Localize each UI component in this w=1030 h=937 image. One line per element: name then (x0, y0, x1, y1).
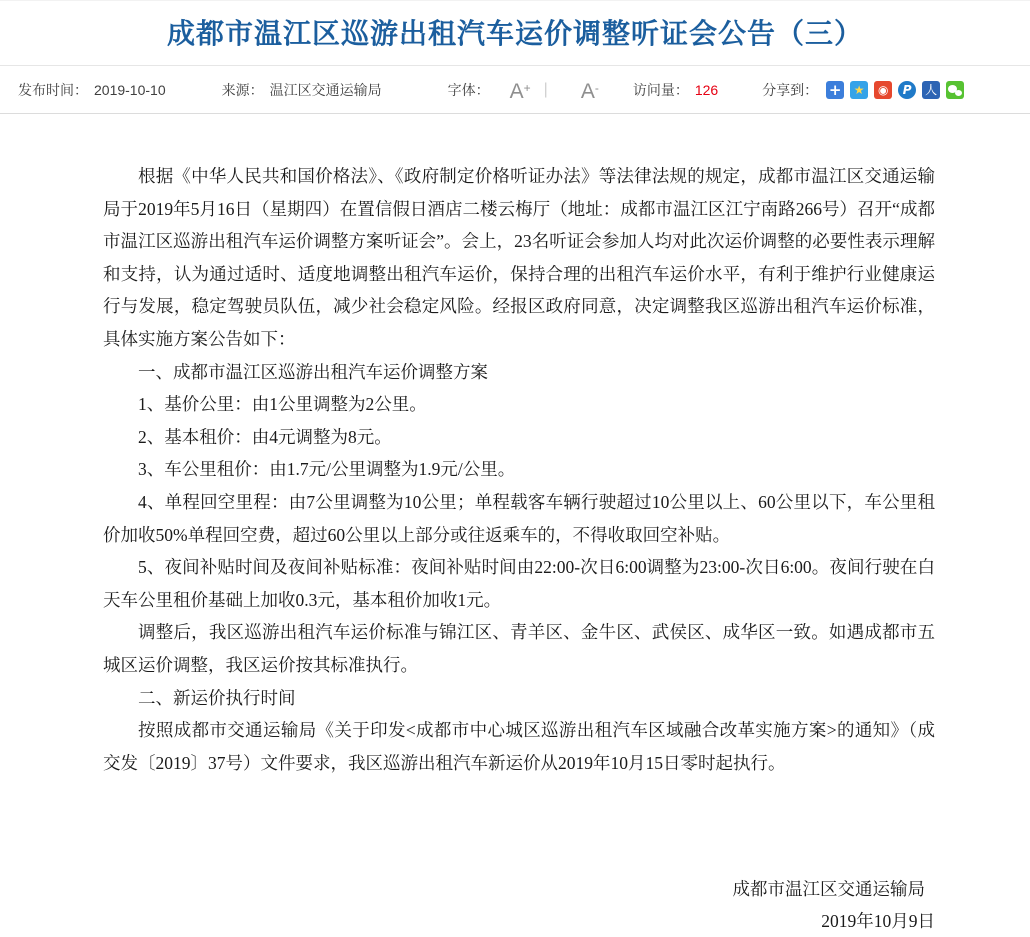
qzone-icon[interactable]: ★ (850, 81, 868, 99)
page-title: 成都市温江区巡游出租汽车运价调整听证会公告（三） (166, 18, 863, 49)
weibo-icon[interactable]: ◉ (874, 81, 892, 99)
article-paragraph: 5、夜间补贴时间及夜间补贴标准：夜间补贴时间由22:00-次日6:00调整为23:00-次日6:00。夜间行驶在白天车公里租价基础上加收0.3元，基本租价加收1元。 (103, 557, 935, 610)
article-paragraph: 根据《中华人民共和国价格法》、《政府制定价格听证办法》等法律法规的规定，成都市温江区交通运输局于2019年5月16日（星期四）在置信假日酒店二楼云梅厅（地址：成都市温江区江宁南路266号）召开“成都市温江区巡游出租汽车运价调整方案听证会”。会上，23名听证会参加人均对此次运价调整的必要性表示理解和支持，认为通过适时、适度地调整出租汽车运价，保持合理的出租汽车运价水平，有利于维护行业健康运行与发展，稳定驾驶员队伍，减少社会稳定风险。经报区政府同意，决定调整我区巡游出租汽车运价标准，具体实施方案公告如下： (103, 166, 935, 349)
font-increase-letter: A (509, 79, 524, 103)
article-paragraph: 二、新运价执行时间 (138, 687, 296, 708)
font-buttons-divider: | (543, 80, 548, 98)
article-body (0, 114, 1030, 779)
signature-date: 2019年10月9日 (821, 911, 935, 932)
source-label: 来源： (221, 81, 264, 98)
font-decrease-sign: - (594, 80, 599, 95)
font-increase-button[interactable] (510, 78, 531, 102)
share-plus-icon[interactable]: + (826, 81, 844, 99)
pengyou-icon[interactable]: P (898, 81, 916, 99)
article-paragraph: 4、单程回空里程：由7公里调整为10公里；单程载客车辆行驶超过10公里以上、60公里以下，车公里租价加收50%单程回空费，超过60公里以上部分或往返乘车的，不得收取回空补贴。 (103, 491, 935, 545)
article-paragraph: 一、成都市温江区巡游出租汽车运价调整方案 (138, 361, 488, 382)
font-decrease-letter: A (580, 79, 595, 103)
article-paragraph: 1、基价公里：由1公里调整为2公里。 (138, 394, 427, 415)
font-size-label: 字体： (447, 81, 490, 98)
article-paragraph: 3、车公里租价：由1.7元/公里调整为1.9元/公里。 (138, 459, 516, 480)
renren-icon[interactable]: 人 (922, 81, 940, 99)
publish-time-label: 发布时间： (18, 81, 88, 98)
meta-bar (0, 66, 1030, 114)
share-label: 分享到： (762, 81, 819, 98)
signature-block (0, 873, 1030, 937)
font-decrease-button[interactable] (581, 78, 599, 102)
article-paragraph: 2、基本租价：由4元调整为8元。 (138, 426, 392, 447)
publish-time-value: 2019-10-10 (94, 81, 166, 98)
share-icons-group (826, 81, 964, 99)
signature-organization: 成都市温江区交通运输局 (732, 879, 925, 900)
font-increase-sign: + (523, 80, 531, 95)
wechat-icon[interactable] (946, 81, 964, 99)
visits-count: 126 (694, 81, 719, 98)
source-value: 温江区交通运输局 (269, 81, 382, 98)
visits-label: 访问量： (632, 81, 689, 98)
title-bar (0, 1, 1030, 66)
article-paragraph: 按照成都市交通运输局《关于印发<成都市中心城区巡游出租汽车区域融合改革实施方案>的通知》（成交发〔2019〕37号）文件要求，我区巡游出租汽车新运价从2019年10月15日零时起执行。 (103, 720, 935, 773)
article-paragraph: 调整后，我区巡游出租汽车运价标准与锦江区、青羊区、金牛区、武侯区、成华区一致。如遇成都市五城区运价调整，我区运价按其标准执行。 (103, 622, 935, 675)
